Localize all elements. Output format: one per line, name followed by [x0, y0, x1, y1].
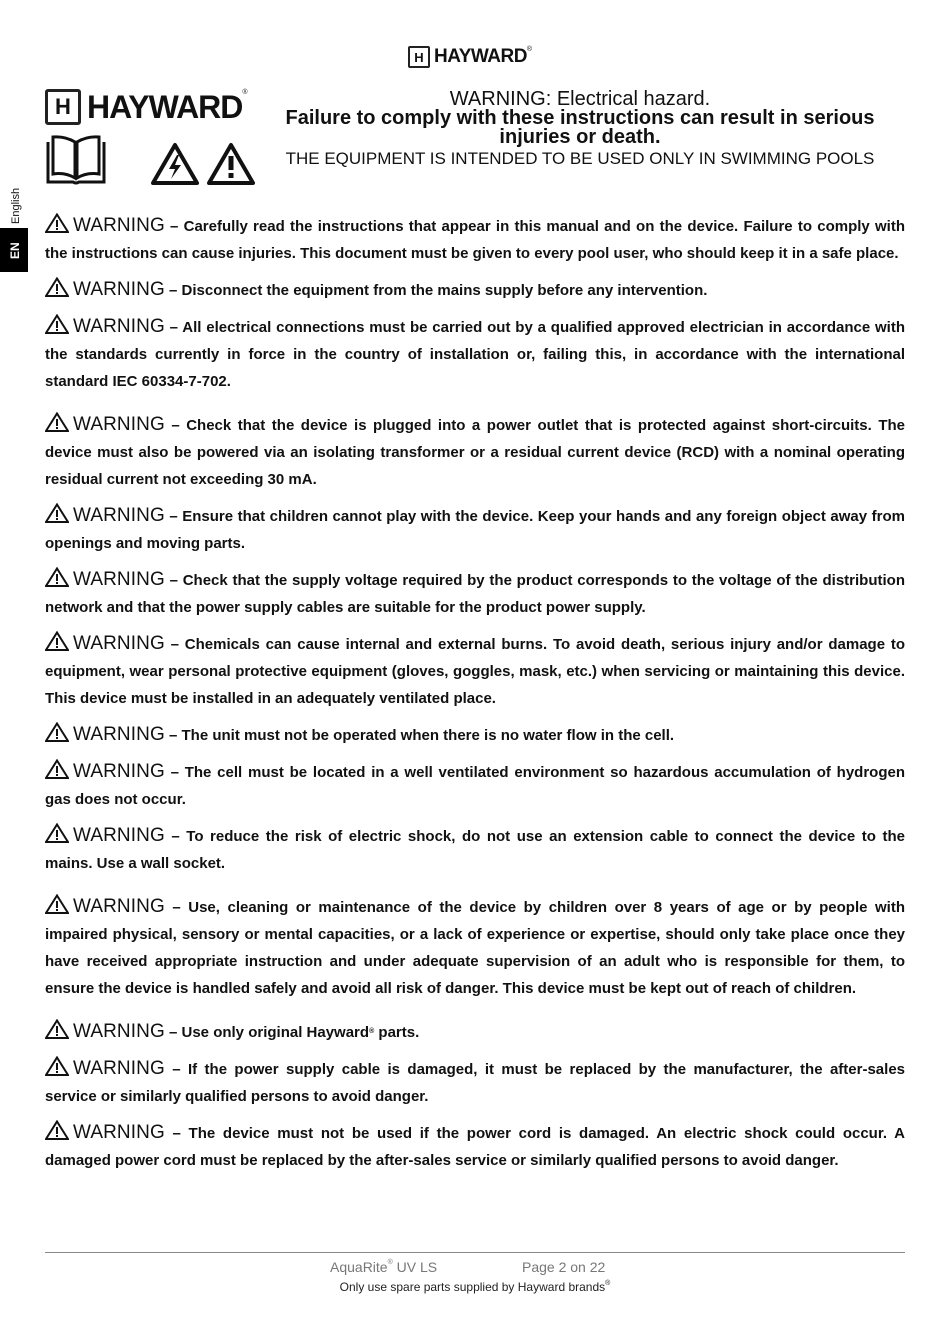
- warning-item: [45, 1055, 905, 1110]
- warning-item: [45, 758, 905, 813]
- warning-icon: [45, 1056, 69, 1076]
- warning-triangle-icon: [206, 142, 256, 186]
- warning-item: [45, 1018, 905, 1046]
- warning-text: – Carefully read the instructions that appear in this manual and on the device. Failure to comply with the instructions can cause injuries. This document must be given to every pool user, who should keep it in a safe place.: [45, 218, 905, 262]
- header-title: WARNING: Electrical hazard.: [449, 88, 711, 110]
- warning-icon: [45, 1120, 69, 1140]
- warning-text: – Check that the device is plugged into a power outlet that is protected against short-circuits. The device must also be powered via an isolating transformer or a residual current device (RCD) with a nominal operating residual current not exceeding 30 mA.: [45, 417, 905, 488]
- warning-item: [45, 822, 905, 877]
- brand-registered: ®: [526, 46, 532, 53]
- warning-icon: [45, 567, 69, 587]
- hazard-header: [270, 90, 890, 168]
- brand-mark: H: [408, 46, 430, 68]
- brand-mark-large: H: [45, 89, 81, 125]
- warning-item: [45, 1119, 905, 1174]
- footer-divider: [45, 1252, 905, 1253]
- warning-text: – Check that the supply voltage required by the product corresponds to the voltage of the distribution network and that the power supply cables are suitable for the product power supply.: [45, 572, 905, 616]
- warning-text: – All electrical connections must be carried out by a qualified approved electrician in accordance with the standards currently in force in the country of installation or, failing this, in accordance with the international standard IEC 60334-7-702.: [45, 319, 905, 390]
- warning-icon: [45, 412, 69, 432]
- footer-note: Only use spare parts supplied by Hayward brands®: [339, 1280, 611, 1294]
- warning-text: – Chemicals can cause internal and external burns. To avoid death, serious injury and/or damage to equipment, wear personal protective equipment (gloves, goggles, mask, etc.) when servicing or maintaining this device. This device must be installed in an adequately ventilated place.: [45, 636, 905, 707]
- warning-icon: [45, 1019, 69, 1039]
- brand-name: HAYWARD: [434, 46, 527, 67]
- brand-registered-large: ®: [242, 88, 247, 96]
- footer-product: AquaRite® UV LS: [330, 1259, 438, 1275]
- warning-item: [45, 721, 905, 749]
- warning-label: WARNING: [73, 896, 165, 917]
- warning-label: WARNING: [73, 414, 165, 435]
- warning-label: WARNING: [73, 279, 165, 300]
- warning-icon: [45, 759, 69, 779]
- brand-logo-small: [408, 46, 532, 68]
- warning-icon: [45, 213, 69, 233]
- warning-icon: [45, 277, 69, 297]
- warning-icon: [45, 314, 69, 334]
- warning-item: [45, 411, 905, 493]
- warning-label: WARNING: [73, 316, 165, 337]
- page-number: Page 2 on 22: [522, 1259, 606, 1275]
- header-usage-note: THE EQUIPMENT IS INTENDED TO BE USED ONLY IN SWIMMING POOLS: [285, 149, 875, 168]
- warning-item: [45, 893, 905, 1002]
- language-label: English: [10, 187, 22, 224]
- warning-item: [45, 566, 905, 621]
- language-tab[interactable]: [0, 228, 28, 272]
- warning-text: – Use, cleaning or maintenance of the device by children over 8 years of age or by people with impaired physical, sensory or mental capacities, or a lack of experience or expertise, should only take place once they have received appropriate instruction and under adequate supervision of an adult who is responsible for them, to ensure the device is handled safely and avoid all risk of danger. This device must be kept out of reach of children.: [45, 899, 905, 997]
- warning-item: [45, 276, 905, 304]
- warning-text: – Ensure that children cannot play with the device. Keep your hands and any foreign object away from openings and moving parts.: [45, 508, 905, 552]
- warning-icon: [45, 631, 69, 651]
- warning-label: WARNING: [73, 1021, 165, 1042]
- warning-text: – If the power supply cable is damaged, it must be replaced by the manufacturer, the after-sales service or similarly qualified persons to avoid danger.: [45, 1061, 905, 1105]
- read-manual-icon: [45, 134, 107, 186]
- warning-item: [45, 630, 905, 712]
- warning-item: [45, 212, 905, 267]
- warning-text: – The cell must be located in a well ventilated environment so hazardous accumulation of hydrogen gas does not occur.: [45, 764, 905, 808]
- warning-label: WARNING: [73, 761, 165, 782]
- language-code: EN: [8, 242, 22, 259]
- warning-text: – To reduce the risk of electric shock, do not use an extension cable to connect the device to the mains. Use a wall socket.: [45, 828, 905, 872]
- warning-label: WARNING: [73, 724, 165, 745]
- warning-label: WARNING: [73, 1122, 165, 1143]
- warning-icon: [45, 894, 69, 914]
- header-subtitle: Failure to comply with these instructions can result in serious injuries or death.: [285, 107, 875, 148]
- warning-text: – The device must not be used if the power cord is damaged. An electric shock could occur. A damaged power cord must be replaced by the after-sales service or similarly qualified persons to avoid danger.: [45, 1125, 905, 1169]
- warning-label: WARNING: [73, 825, 165, 846]
- warning-icon: [45, 503, 69, 523]
- warning-item: [45, 502, 905, 557]
- warning-label: WARNING: [73, 215, 165, 236]
- warning-icon: [45, 722, 69, 742]
- brand-name-large: HAYWARD: [87, 88, 243, 125]
- warning-label: WARNING: [73, 1058, 165, 1079]
- brand-logo-large: [45, 88, 247, 126]
- warning-item: [45, 313, 905, 395]
- electrical-hazard-icon: [150, 142, 200, 186]
- warning-label: WARNING: [73, 569, 165, 590]
- warning-icon: [45, 823, 69, 843]
- warning-label: WARNING: [73, 505, 165, 526]
- warning-text: – The unit must not be operated when there is no water flow in the cell.: [164, 727, 675, 744]
- registered-mark: ®: [369, 1028, 375, 1035]
- warning-label: WARNING: [73, 633, 165, 654]
- warning-text: – Use only original Hayward: [164, 1024, 370, 1041]
- warning-text-after: parts.: [374, 1024, 420, 1041]
- warning-text: – Disconnect the equipment from the mains supply before any intervention.: [164, 282, 708, 299]
- warnings-list: [45, 212, 905, 1174]
